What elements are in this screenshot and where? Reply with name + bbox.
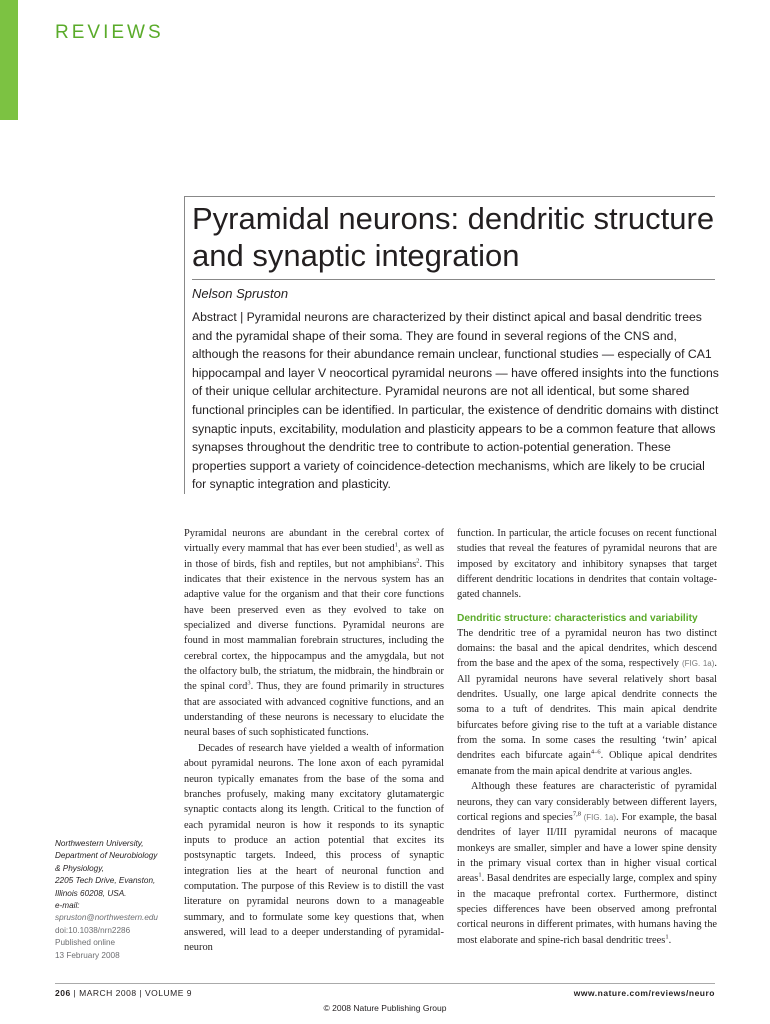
author-name: Nelson Spruston <box>192 286 289 301</box>
paragraph: Decades of research have yielded a wealth of information about pyramidal neurons. The lone axon of each pyramidal neuron typically emanates from the base of the soma and branches profusely, making many excitatory glutamatergic synaptic contacts along its length. Critical to the function of each pyramidal neuron is how it responds to its synaptic inputs to produce an action potential that excites its postsynaptic targets. Indeed, this process of synaptic integration lies at the heart of neuronal function and computation. The purpose of this Review is to distill the vast literature on pyramidal neurons down to a manageable summary, and to formulate some key questions that, when answered, will lead to a deeper understanding of pyramidal-neuron <box>184 742 444 954</box>
text-run: . Thus, they are found primarily in structures that are associated with advanced cognitive functions, and an understanding of these neurons is necessary to elucidate the neural bases of such sophisticated functions. <box>184 681 445 739</box>
citation: 2 <box>416 557 420 565</box>
paragraph <box>457 626 717 779</box>
paragraph: function. In particular, the article focuses on recent functional studies that reveal the features of pyramidal neurons that are imposed by excitatory and inhibitory synapses that target different dendritic locations in dendrites that contain voltage-gated channels. <box>457 528 717 601</box>
citation: 1 <box>478 871 482 879</box>
volume: VOLUME 9 <box>145 988 192 998</box>
text-run: . Oblique apical dendrites emanate from the main apical dendrite at various angles. <box>457 750 717 777</box>
published-date: 13 February 2008 <box>55 950 120 960</box>
paragraph <box>184 526 444 741</box>
article-title: Pyramidal neurons: dendritic structure and synaptic integration <box>192 201 715 273</box>
section-label: REVIEWS <box>55 22 164 43</box>
text-run: . All pyramidal neurons have several relatively short basal dendrites. Usually, one large apical dendrite connects the soma to a tuft of dendrites. This main apical dendrite bifurcates before giving rise to the tuft at a variable distance from the soma. In some cases the resulting ‘twin’ apical dendrites each bifurcate again <box>457 658 717 762</box>
paragraph <box>457 779 717 948</box>
text-run: Although these features are characteristic of pyramidal neurons, they can vary considerably between different layers, cortical regions and species <box>457 781 717 823</box>
affiliation-line: Department of Neurobiology <box>55 851 158 861</box>
affiliation-line: & Physiology, <box>55 863 104 873</box>
affiliation-line: Illinois 60208, USA. <box>55 888 127 898</box>
title-top-rule <box>185 196 715 197</box>
text-run: . This indicates that their existence in the nervous system has an adaptive value for the organism and that their core functions have been preserved even as they evolved to take on specialized and diverse functions. Pyramidal neurons are found in most mammalian forebrain structures, including the cerebral cortex, the hippocampus and the amygdala, but not the olfactory bulb, the striatum, the midbrain, the hindbrain or the spinal cord <box>184 558 444 693</box>
text-run: , as well as in those of birds, fish and reptiles, but not amphibians <box>184 543 444 570</box>
citation: 7,8 <box>572 810 581 818</box>
published-label: Published online <box>55 938 116 948</box>
issue-date: MARCH 2008 <box>79 988 137 998</box>
journal-url[interactable]: www.nature.com/reviews/neuro <box>573 988 715 998</box>
title-bottom-rule <box>192 279 715 280</box>
email-label: e-mail: <box>55 901 80 911</box>
title-left-rule <box>184 196 185 494</box>
text-run: The dendritic tree of a pyramidal neuron has two distinct domains: the basal and the apical dendrites, which descend from the base and the apex of the soma, respectively <box>457 627 717 670</box>
text-run: . Basal dendrites are especially large, complex and spiny in the macaque prefrontal cortex. Furthermore, distinct species differences have been observed among prefrontal cortical neurons in different primates, with humans having the most elaborate and spine-rich basal dendritic trees <box>457 873 717 946</box>
affiliation-line: Northwestern University, <box>55 839 144 848</box>
section-color-bar <box>0 0 18 120</box>
email-link[interactable]: spruston@northwestern.edu <box>55 913 158 923</box>
text-run: Pyramidal neurons are abundant in the cerebral cortex of virtually every mammal that has ever been studied <box>184 528 444 555</box>
citation: 4–6 <box>590 749 601 756</box>
figure-link[interactable]: (FIG. 1a) <box>580 812 617 822</box>
citation: 1 <box>394 541 398 549</box>
text-run: . For example, the basal dendrites of layer II/III pyramidal neurons of macaque monkeys are smaller, simpler and have a lower spine density in the primary visual cortex than in higher visual cortical areas <box>457 811 717 885</box>
citation: 3 <box>247 679 251 687</box>
citation: 1 <box>665 933 669 941</box>
copyright: © 2008 Nature Publishing Group <box>323 1003 447 1013</box>
body-column-2 <box>457 526 717 948</box>
affiliation-line: 2205 Tech Drive, Evanston, <box>55 876 156 886</box>
abstract: Abstract | Pyramidal neurons are characterized by their distinct apical and basal dendritic trees and the pyramidal shape of their soma. They are found in several regions of the CNS and, although the reasons for their abundance remain unclear, functional studies — especially of CA1 hippocampal and layer V neocortical pyramidal neurons — have offered insights into the functions of their unique cellular architecture. Pyramidal neurons are not all identical, but some shared functional principles can be identified. In particular, the existence of dendritic domains with distinct synaptic inputs, excitability, modulation and plasticity appears to be a common feature that allows synapses throughout the dendritic tree to contribute to action-potential generation. These properties support a variety of coincidence-detection mechanisms, which are likely to be crucial for synaptic integration and plasticity. <box>192 310 719 492</box>
figure-link[interactable]: (FIG. 1a) <box>681 659 715 669</box>
footer-issue-info: 206 | MARCH 2008 | VOLUME 9 <box>55 988 192 998</box>
body-column-1 <box>184 526 444 956</box>
footer-rule <box>55 983 715 984</box>
section-heading: Dendritic structure: characteristics and variability <box>457 612 698 624</box>
text-run: . <box>668 934 672 946</box>
doi: doi:10.1038/nrn2286 <box>55 925 131 935</box>
page-number: 206 <box>55 988 71 998</box>
author-affiliation <box>55 838 180 962</box>
